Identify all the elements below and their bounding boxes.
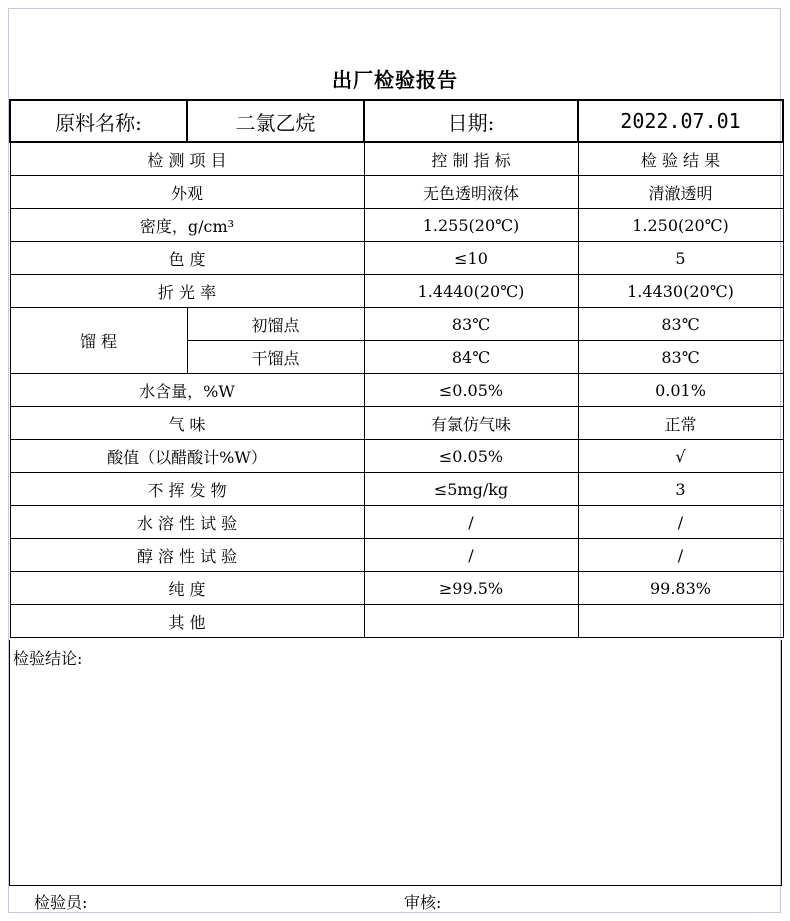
result-cell: 正常 <box>578 407 783 440</box>
result-cell: 0.01% <box>578 374 783 407</box>
table-row <box>10 572 783 605</box>
result-cell: / <box>578 539 783 572</box>
column-spec: 控 制 指 标 <box>364 142 578 176</box>
table-row <box>10 374 783 407</box>
item-cell: 折 光 率 <box>10 275 364 308</box>
table-row <box>10 176 783 209</box>
result-cell: 1.250(20℃) <box>578 209 783 242</box>
table-row <box>10 407 783 440</box>
spec-cell: ≤5mg/kg <box>364 473 578 506</box>
item-cell: 酸值（以醋酸计%W） <box>10 440 364 473</box>
spec-cell: ≥99.5% <box>364 572 578 605</box>
spec-cell <box>364 605 578 638</box>
table-row <box>10 275 783 308</box>
report-title: 出厂检验报告 <box>332 68 458 92</box>
table-row <box>10 308 783 341</box>
spec-cell: 83℃ <box>364 308 578 341</box>
spec-cell: ≤10 <box>364 242 578 275</box>
item-cell: 水 溶 性 试 验 <box>10 506 364 539</box>
column-header-row <box>10 142 783 176</box>
material-value: 二氯乙烷 <box>187 100 364 142</box>
distillation-label: 馏 程 <box>10 308 187 374</box>
date-label: 日期: <box>364 100 578 142</box>
item-cell: 干馏点 <box>187 341 364 374</box>
table-row <box>10 539 783 572</box>
item-cell: 纯 度 <box>10 572 364 605</box>
item-cell: 外观 <box>10 176 364 209</box>
table-row <box>10 440 783 473</box>
table-row <box>10 242 783 275</box>
column-result: 检 验 结 果 <box>578 142 783 176</box>
result-cell <box>578 605 783 638</box>
item-cell: 其 他 <box>10 605 364 638</box>
column-item: 检 测 项 目 <box>10 142 364 176</box>
table-row <box>10 605 783 638</box>
inspector-label: 检验员: <box>34 893 88 912</box>
spec-cell: / <box>364 539 578 572</box>
result-cell: 99.83% <box>578 572 783 605</box>
result-cell: 83℃ <box>578 341 783 374</box>
result-cell: 1.4430(20℃) <box>578 275 783 308</box>
item-cell: 色 度 <box>10 242 364 275</box>
spec-cell: / <box>364 506 578 539</box>
result-cell: 清澈透明 <box>578 176 783 209</box>
spec-cell: 84℃ <box>364 341 578 374</box>
result-cell: √ <box>578 440 783 473</box>
material-label: 原料名称: <box>10 100 187 142</box>
spec-cell: ≤0.05% <box>364 440 578 473</box>
item-cell: 醇 溶 性 试 验 <box>10 539 364 572</box>
table-row <box>10 473 783 506</box>
spec-cell: 无色透明液体 <box>364 176 578 209</box>
spec-cell: 有氯仿气味 <box>364 407 578 440</box>
spec-cell: 1.4440(20℃) <box>364 275 578 308</box>
item-cell: 初馏点 <box>187 308 364 341</box>
inspection-table <box>9 99 784 638</box>
table-row <box>10 209 783 242</box>
item-cell: 水含量，%W <box>10 374 364 407</box>
item-cell: 密度，g/cm³ <box>10 209 364 242</box>
conclusion-box <box>9 640 782 886</box>
result-cell: 83℃ <box>578 308 783 341</box>
spec-cell: 1.255(20℃) <box>364 209 578 242</box>
spec-cell: ≤0.05% <box>364 374 578 407</box>
result-cell: 3 <box>578 473 783 506</box>
date-value: 2022.07.01 <box>578 100 783 142</box>
result-cell: / <box>578 506 783 539</box>
result-cell: 5 <box>578 242 783 275</box>
reviewer-label: 审核: <box>404 893 442 912</box>
table-row <box>10 506 783 539</box>
item-cell: 气 味 <box>10 407 364 440</box>
item-cell: 不 挥 发 物 <box>10 473 364 506</box>
header-row <box>10 100 783 142</box>
conclusion-label: 检验结论: <box>13 649 83 668</box>
